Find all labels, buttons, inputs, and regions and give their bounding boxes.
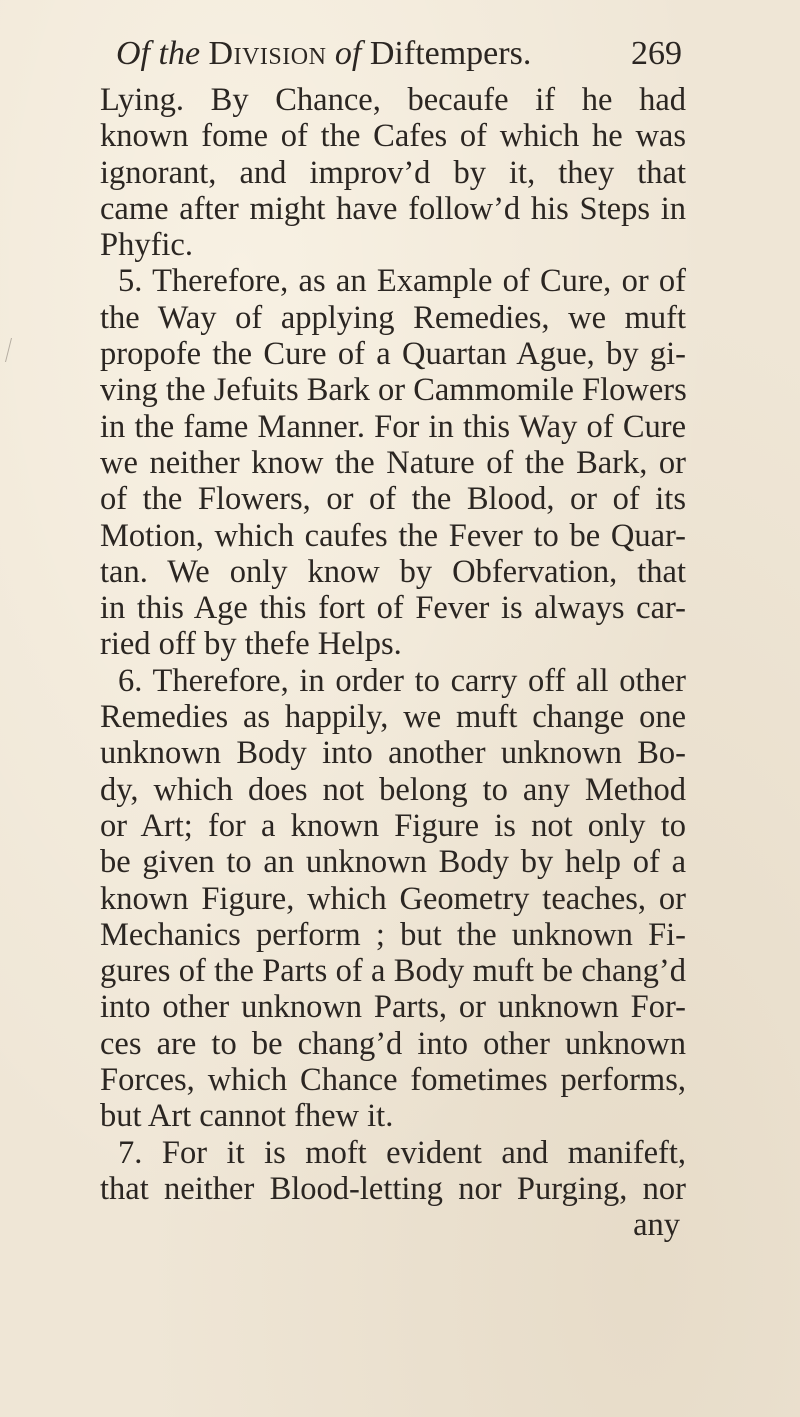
text-line: tan. We only know by Obfervation, that bbox=[100, 553, 686, 590]
header-the: the bbox=[158, 35, 201, 72]
text-line: ving the Jefuits Bark or Cammomile Flowers bbox=[100, 372, 687, 409]
text-line: Forces, which Chance fometimes performs, bbox=[100, 1062, 686, 1099]
text-line: dy, which does not belong to any Method bbox=[100, 771, 686, 808]
text-line: came after might have follow’d his Steps in bbox=[100, 190, 686, 227]
running-head bbox=[116, 24, 682, 84]
page-number: 269 bbox=[631, 35, 682, 72]
text-line: that neither Blood-letting nor Purging, nor bbox=[100, 1170, 686, 1207]
text-line: Remedies as happily, we muft change one bbox=[100, 699, 686, 736]
text-line: known Figure, which Geometry teaches, or bbox=[100, 880, 686, 917]
text-line: the Way of applying Remedies, we muft bbox=[100, 299, 686, 336]
text-line: in this Age this fort of Fever is always car- bbox=[100, 590, 686, 627]
text-line: but Art cannot fhew it. bbox=[100, 1098, 394, 1135]
text-line: of the Flowers, or of the Blood, or of its bbox=[100, 481, 686, 518]
header-division: Division bbox=[208, 35, 327, 72]
text-line: ried off by thefe Helps. bbox=[100, 626, 402, 663]
text-line: Lying. By Chance, becaufe if he had bbox=[100, 82, 686, 118]
text-line: 5. Therefore, as an Example of Cure, or of bbox=[118, 263, 686, 300]
header-distempers: Diftempers. bbox=[369, 35, 532, 72]
header-of: Of bbox=[116, 35, 150, 72]
text-line: into other unknown Parts, or unknown For- bbox=[100, 989, 686, 1026]
text-line: in the fame Manner. For in this Way of Cure bbox=[100, 408, 686, 445]
text-line: ignorant, and improv’d by it, they that bbox=[100, 154, 686, 191]
body-text bbox=[100, 82, 686, 1244]
text-line: Phyfic. bbox=[100, 227, 193, 264]
margin-mark bbox=[5, 338, 18, 362]
text-line: propofe the Cure of a Quartan Ague, by gi- bbox=[100, 336, 686, 373]
text-line: or Art; for a known Figure is not only to bbox=[100, 807, 686, 844]
text-line: Mechanics perform ; but the unknown Fi- bbox=[100, 916, 686, 953]
text-line: ces are to be chang’d into other unknown bbox=[100, 1025, 686, 1062]
text-line: unknown Body into another unknown Bo- bbox=[100, 735, 686, 772]
header-of-2: of bbox=[334, 35, 362, 72]
text-line: gures of the Parts of a Body muft be chang’d bbox=[100, 953, 686, 990]
text-line: 7. For it is moft evident and manifeft, bbox=[118, 1134, 686, 1171]
text-line: known fome of the Cafes of which he was bbox=[100, 118, 686, 155]
text-line: be given to an unknown Body by help of a bbox=[100, 844, 686, 881]
catchword: any bbox=[633, 1207, 680, 1244]
text-line: 6. Therefore, in order to carry off all other bbox=[118, 662, 686, 699]
text-line: we neither know the Nature of the Bark, or bbox=[100, 444, 686, 481]
text-line: Motion, which caufes the Fever to be Quar- bbox=[100, 517, 686, 554]
